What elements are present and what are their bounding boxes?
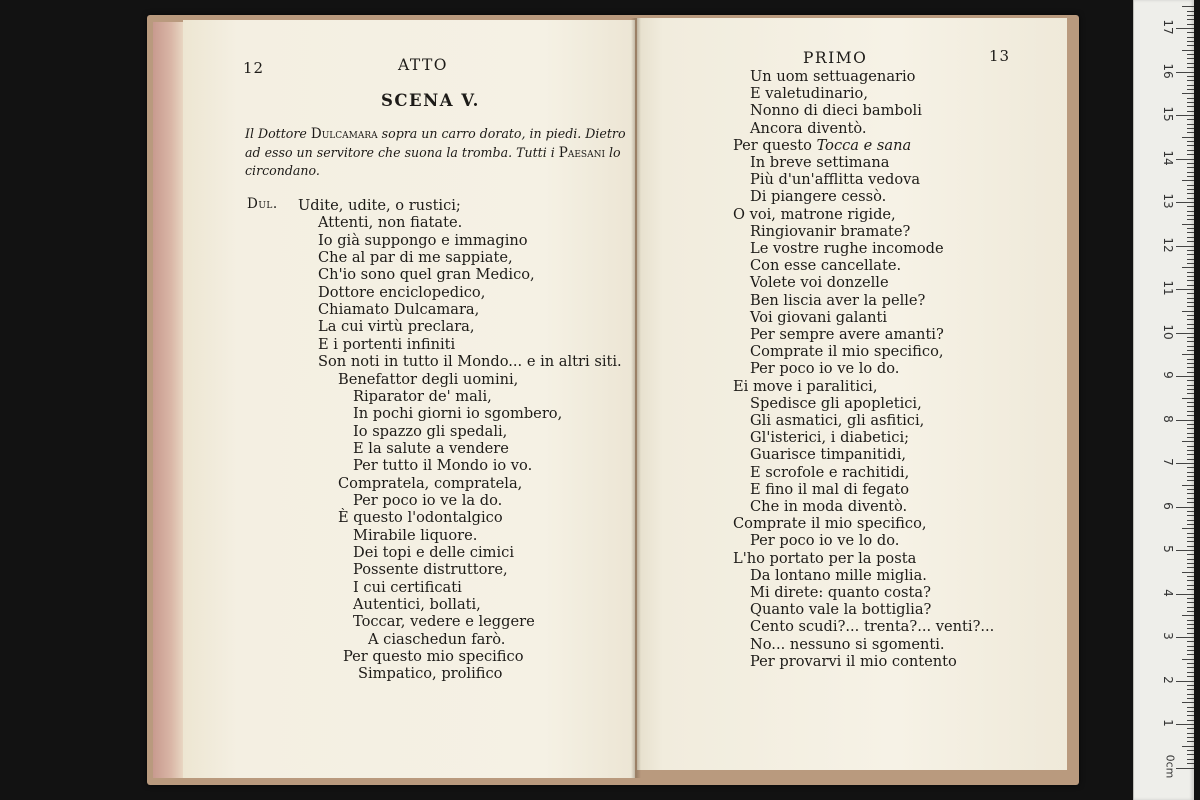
verse-line: Per provarvi il mio contento xyxy=(750,652,957,670)
character-name: Dulcamara xyxy=(310,126,378,142)
ruler-tick xyxy=(1187,11,1194,12)
ruler-tick xyxy=(1176,289,1194,290)
ruler-tick xyxy=(1187,480,1194,481)
ruler-tick xyxy=(1187,359,1194,360)
ruler-tick xyxy=(1187,711,1194,712)
verse-line: Riparator de' mali, xyxy=(353,387,492,405)
verse-line: Son noti in tutto il Mondo... e in altri siti. xyxy=(318,353,622,371)
ruler-tick xyxy=(1182,6,1194,7)
ruler-tick xyxy=(1187,520,1194,521)
verse-line: Gl'isterici, i diabetici; xyxy=(750,429,910,447)
verse-line: E valetudinario, xyxy=(750,85,868,103)
ruler-tick xyxy=(1187,715,1194,716)
ruler-tick xyxy=(1187,589,1194,590)
verse-line: Per tutto il Mondo io vo. xyxy=(353,457,533,475)
ruler-tick xyxy=(1187,524,1194,525)
ruler-tick xyxy=(1187,341,1194,342)
ruler-tick xyxy=(1187,541,1194,542)
ruler-tick xyxy=(1187,76,1194,77)
ruler-tick xyxy=(1187,759,1194,760)
verse-line: Io già suppongo e immagino xyxy=(318,231,528,249)
ruler-tick xyxy=(1187,106,1194,107)
ruler-tick xyxy=(1187,58,1194,59)
ruler-number: 16 xyxy=(1161,62,1175,79)
verse-line: Io spazzo gli spedali, xyxy=(353,422,508,440)
ruler-tick xyxy=(1176,376,1194,377)
ruler-tick xyxy=(1182,615,1194,616)
ruler-tick xyxy=(1187,189,1194,190)
ruler-tick xyxy=(1187,728,1194,729)
ruler-tick xyxy=(1187,698,1194,699)
ruler-tick xyxy=(1187,315,1194,316)
verse-line: Comprate il mio specifico, xyxy=(750,343,944,361)
ruler-tick xyxy=(1187,15,1194,16)
book-gutter xyxy=(631,18,641,778)
ruler-number: 1 xyxy=(1161,719,1175,727)
ruler-tick xyxy=(1182,137,1194,138)
ruler-tick xyxy=(1182,485,1194,486)
ruler-tick xyxy=(1182,224,1194,225)
ruler-tick xyxy=(1187,67,1194,68)
verse-line: Ringiovanir bramate? xyxy=(750,222,911,240)
ruler-number: 15 xyxy=(1161,106,1175,122)
ruler-tick xyxy=(1187,293,1194,294)
ruler-tick xyxy=(1182,572,1194,573)
ruler-tick xyxy=(1182,93,1194,94)
verse-line: È questo l'odontalgico xyxy=(338,509,503,527)
verse-line: Quanto vale la bottiglia? xyxy=(750,601,932,619)
ruler-number: 9 xyxy=(1161,371,1175,379)
ruler-tick xyxy=(1187,232,1194,233)
ruler-tick xyxy=(1187,350,1194,351)
ruler-tick xyxy=(1187,219,1194,220)
stage-direction-text: Il Dottore xyxy=(245,126,311,141)
ruler-number: 7 xyxy=(1161,458,1175,466)
ruler-tick xyxy=(1187,389,1194,390)
ruler-tick xyxy=(1187,37,1194,38)
ruler-tick xyxy=(1182,311,1194,312)
ruler-number: 6 xyxy=(1161,501,1175,510)
ruler-tick xyxy=(1187,641,1194,642)
ruler-tick xyxy=(1176,637,1194,638)
ruler-tick xyxy=(1187,437,1194,438)
ruler-tick xyxy=(1176,420,1194,421)
ruler-tick xyxy=(1187,511,1194,512)
ruler-tick xyxy=(1187,280,1194,281)
ruler-tick xyxy=(1187,406,1194,407)
ruler-tick xyxy=(1187,54,1194,55)
ruler-number: 11 xyxy=(1161,280,1175,296)
verse-line: Gli asmatici, gli asfitici, xyxy=(750,412,925,429)
verse-line: In breve settimana xyxy=(750,154,890,171)
ruler-tick xyxy=(1187,363,1194,364)
ruler-number: 13 xyxy=(1161,193,1175,209)
verse-line: Comprate il mio specifico, xyxy=(733,515,927,533)
ruler-tick xyxy=(1187,624,1194,625)
ruler-tick xyxy=(1187,250,1194,251)
ruler-tick xyxy=(1187,324,1194,325)
verse-line: Chiamato Dulcamara, xyxy=(318,301,480,319)
remedy-name: Tocca e sana xyxy=(816,136,912,154)
verse-line: Per sempre avere amanti? xyxy=(750,326,944,343)
ruler-tick xyxy=(1187,650,1194,651)
ruler-tick xyxy=(1187,150,1194,151)
verse-line: E fino il mal di fegato xyxy=(750,480,910,498)
ruler-tick xyxy=(1187,272,1194,273)
ruler-tick xyxy=(1182,702,1194,703)
verse-line: E la salute a vendere xyxy=(353,439,509,457)
ruler-tick xyxy=(1187,176,1194,177)
ruler-tick xyxy=(1187,454,1194,455)
verse-line: Per questo mio specifico xyxy=(343,648,524,666)
ruler-tick xyxy=(1187,237,1194,238)
ruler-tick xyxy=(1187,285,1194,286)
ruler-tick xyxy=(1187,428,1194,429)
verse-line: Con esse cancellate. xyxy=(750,257,902,275)
ruler-tick xyxy=(1187,328,1194,329)
verse-line: Volete voi donzelle xyxy=(750,274,889,292)
ruler-tick xyxy=(1187,580,1194,581)
ruler-tick xyxy=(1182,659,1194,660)
verse-line: La cui virtù preclara, xyxy=(318,318,475,336)
ruler-tick xyxy=(1187,750,1194,751)
book-page-edges xyxy=(153,22,183,778)
ruler-tick xyxy=(1187,119,1194,120)
ruler-tick xyxy=(1187,263,1194,264)
ruler-tick xyxy=(1187,80,1194,81)
ruler-tick xyxy=(1187,498,1194,499)
verse-line: Guarisce timpanitidi, xyxy=(750,446,906,464)
verse-line: Udite, udite, o rustici; xyxy=(298,197,461,214)
stage-direction-text: sopra un carro dorato, in piedi. Dietro xyxy=(377,126,626,141)
ruler-tick xyxy=(1187,602,1194,603)
verse-line: Per poco io ve lo do. xyxy=(750,532,900,550)
verse-line: A ciaschedun farò. xyxy=(368,630,506,648)
verse-line: E scrofole e rachitidi, xyxy=(750,463,910,481)
verse-line: Ancora diventò. xyxy=(750,119,867,137)
stage-direction-line-3: circondano. xyxy=(245,163,320,178)
ruler-tick xyxy=(1187,415,1194,416)
ruler-tick xyxy=(1187,206,1194,207)
verse-line: Un uom settuagenario xyxy=(750,68,916,85)
ruler-tick xyxy=(1187,228,1194,229)
ruler-tick xyxy=(1187,533,1194,534)
ruler-tick xyxy=(1176,463,1194,464)
ruler-tick xyxy=(1187,676,1194,677)
ruler-number: 5 xyxy=(1161,545,1175,553)
ruler-tick xyxy=(1187,24,1194,25)
ruler-tick xyxy=(1187,380,1194,381)
ruler-tick xyxy=(1187,741,1194,742)
verse-line: Mirabile liquore. xyxy=(353,526,478,544)
ruler-tick xyxy=(1176,72,1194,73)
verse-line: No... nessuno si sgomenti. xyxy=(750,635,945,653)
ruler-tick xyxy=(1187,32,1194,33)
ruler-tick xyxy=(1187,276,1194,277)
ruler-tick xyxy=(1176,202,1194,203)
ruler-tick xyxy=(1187,733,1194,734)
ruler-tick xyxy=(1187,563,1194,564)
right-running-head: PRIMO xyxy=(803,49,868,67)
ruler-tick xyxy=(1187,598,1194,599)
verse-line: Da lontano mille miglia. xyxy=(750,566,927,584)
verse-line: L'ho portato per la posta xyxy=(733,549,917,567)
ruler-tick xyxy=(1187,63,1194,64)
ruler-tick xyxy=(1187,672,1194,673)
ruler-number: 10 xyxy=(1161,323,1175,340)
ruler-tick xyxy=(1187,302,1194,303)
verse-line: In pochi giorni io sgombero, xyxy=(353,405,563,423)
left-running-head: ATTO xyxy=(398,56,449,74)
ruler-tick xyxy=(1187,172,1194,173)
ruler-tick xyxy=(1187,620,1194,621)
speaker-label: Dul. xyxy=(247,196,278,212)
ruler-tick xyxy=(1176,681,1194,682)
verse-line: Attenti, non fiatate. xyxy=(318,214,463,232)
verse-line: Nonno di dieci bamboli xyxy=(750,102,922,120)
ruler-tick xyxy=(1187,337,1194,338)
verse-line: Cento scudi?... trenta?... venti?... xyxy=(750,618,995,636)
ruler-tick xyxy=(1176,115,1194,116)
ruler-tick xyxy=(1187,19,1194,20)
ruler-number: 3 xyxy=(1161,632,1175,640)
stage-direction-text: ad esso un servitore che suona la tromba. Tutti i xyxy=(245,145,559,160)
verse-line: Possente distruttore, xyxy=(353,561,508,579)
ruler-tick xyxy=(1176,246,1194,247)
ruler-number: 17 xyxy=(1161,19,1175,35)
ruler-tick xyxy=(1187,585,1194,586)
measuring-ruler xyxy=(1133,0,1194,800)
ruler-tick xyxy=(1187,633,1194,634)
verse-line: I cui certificati xyxy=(353,578,462,596)
verse-line: Simpatico, prolifico xyxy=(358,665,503,683)
verse-line: Dei topi e delle cimici xyxy=(353,544,514,561)
ruler-tick xyxy=(1187,493,1194,494)
ruler-tick xyxy=(1187,319,1194,320)
ruler-tick xyxy=(1187,667,1194,668)
ruler-tick xyxy=(1187,141,1194,142)
stage-direction-line-2 xyxy=(245,144,621,162)
ruler-tick xyxy=(1187,393,1194,394)
ruler-tick xyxy=(1187,537,1194,538)
ruler-tick xyxy=(1187,685,1194,686)
ruler-tick xyxy=(1187,367,1194,368)
verse-line: Più d'un'afflitta vedova xyxy=(750,171,921,189)
verse-text: Per questo xyxy=(733,136,817,154)
ruler-tick xyxy=(1187,259,1194,260)
verse-line: Benefattor degli uomini, xyxy=(338,370,519,388)
ruler-tick xyxy=(1176,594,1194,595)
ruler-tick xyxy=(1187,372,1194,373)
ruler-tick xyxy=(1187,611,1194,612)
verse-line: Voi giovani galanti xyxy=(750,308,888,326)
ruler-tick xyxy=(1187,41,1194,42)
ruler-tick xyxy=(1187,98,1194,99)
ruler-tick xyxy=(1176,333,1194,334)
ruler-tick xyxy=(1187,111,1194,112)
ruler-tick xyxy=(1187,763,1194,764)
ruler-tick xyxy=(1187,694,1194,695)
ruler-tick xyxy=(1182,746,1194,747)
verse-line: Per poco io ve la do. xyxy=(353,491,503,509)
ruler-tick xyxy=(1182,267,1194,268)
ruler-tick xyxy=(1187,489,1194,490)
ruler-tick xyxy=(1182,528,1194,529)
ruler-tick xyxy=(1187,215,1194,216)
stage-direction-text: lo xyxy=(605,145,621,160)
verse-line: Spedisce gli apopletici, xyxy=(750,394,922,412)
ruler-tick xyxy=(1187,654,1194,655)
ruler-tick xyxy=(1187,124,1194,125)
verse-line: Compratela, compratela, xyxy=(338,474,523,492)
ruler-tick xyxy=(1187,646,1194,647)
ruler-number: 2 xyxy=(1161,675,1175,684)
ruler-tick xyxy=(1187,402,1194,403)
ruler-tick xyxy=(1187,45,1194,46)
ruler-tick xyxy=(1176,507,1194,508)
ruler-tick xyxy=(1187,128,1194,129)
ruler-tick xyxy=(1187,607,1194,608)
ruler-tick xyxy=(1187,546,1194,547)
ruler-tick xyxy=(1182,50,1194,51)
ruler-tick xyxy=(1187,476,1194,477)
ruler-tick xyxy=(1187,102,1194,103)
ruler-tick xyxy=(1187,754,1194,755)
ruler-tick xyxy=(1176,768,1194,769)
ruler-tick xyxy=(1182,441,1194,442)
ruler-tick xyxy=(1176,550,1194,551)
ruler-tick xyxy=(1187,450,1194,451)
ruler-tick xyxy=(1187,132,1194,133)
verse-line: Dottore enciclopedico, xyxy=(318,283,486,301)
ruler-number: 14 xyxy=(1161,149,1175,166)
ruler-number: 8 xyxy=(1161,414,1175,423)
ruler-tick xyxy=(1187,424,1194,425)
verse-line: O voi, matrone rigide, xyxy=(733,205,896,223)
ruler-tick xyxy=(1187,167,1194,168)
ruler-number: 12 xyxy=(1161,236,1175,253)
verse-line: Toccar, vedere e leggere xyxy=(353,613,535,631)
ruler-tick xyxy=(1187,459,1194,460)
ruler-tick xyxy=(1187,198,1194,199)
ruler-tick xyxy=(1176,724,1194,725)
ruler-tick xyxy=(1187,254,1194,255)
ruler-tick xyxy=(1187,554,1194,555)
verse-line: Le vostre rughe incomode xyxy=(750,240,944,257)
ruler-tick xyxy=(1187,193,1194,194)
ruler-tick xyxy=(1187,663,1194,664)
scene-heading: SCENA V. xyxy=(381,91,480,110)
ruler-tick xyxy=(1187,515,1194,516)
ruler-tick xyxy=(1187,185,1194,186)
ruler-tick xyxy=(1187,211,1194,212)
ruler-tick xyxy=(1187,433,1194,434)
verse-line: Mi direte: quanto costa? xyxy=(750,584,931,601)
ruler-tick xyxy=(1187,502,1194,503)
ruler-tick xyxy=(1182,180,1194,181)
verse-line: Ben liscia aver la pelle? xyxy=(750,291,926,309)
ruler-tick xyxy=(1187,306,1194,307)
ruler-tick xyxy=(1187,163,1194,164)
stage-direction-line-1 xyxy=(245,125,626,143)
ruler-tick xyxy=(1182,398,1194,399)
ruler-tick xyxy=(1187,689,1194,690)
ruler-tick xyxy=(1187,567,1194,568)
ruler-tick xyxy=(1187,241,1194,242)
ruler-tick xyxy=(1187,707,1194,708)
ruler-tick xyxy=(1187,467,1194,468)
left-page xyxy=(183,20,635,778)
ruler-tick xyxy=(1187,89,1194,90)
ruler-tick xyxy=(1187,446,1194,447)
right-page-number: 13 xyxy=(989,47,1011,65)
ruler-tick xyxy=(1187,737,1194,738)
ruler-tick xyxy=(1187,628,1194,629)
ruler-tick xyxy=(1187,576,1194,577)
ruler-number: 4 xyxy=(1161,588,1175,597)
left-page-number: 12 xyxy=(243,59,265,77)
ruler-tick xyxy=(1187,472,1194,473)
verse-line: Autentici, bollati, xyxy=(353,596,481,614)
verse-line: Che al par di me sappiate, xyxy=(318,249,513,267)
ruler-tick xyxy=(1187,298,1194,299)
verse-line: Di piangere cessò. xyxy=(750,188,887,206)
ruler-tick xyxy=(1176,28,1194,29)
ruler-unit-label: 0cm xyxy=(1163,754,1177,779)
ruler-tick xyxy=(1187,559,1194,560)
verse-line: Che in moda diventò. xyxy=(750,498,908,515)
ruler-tick xyxy=(1182,354,1194,355)
character-name: Paesani xyxy=(558,145,606,161)
verse-line xyxy=(733,137,911,154)
ruler-tick xyxy=(1187,720,1194,721)
verse-line: Ei move i paralitici, xyxy=(733,377,878,395)
ruler-tick xyxy=(1176,159,1194,160)
right-page xyxy=(637,18,1067,770)
ruler-tick xyxy=(1187,145,1194,146)
verse-line: Ch'io sono quel gran Medico, xyxy=(318,266,535,284)
ruler-tick xyxy=(1187,411,1194,412)
ruler-tick xyxy=(1187,346,1194,347)
ruler-tick xyxy=(1187,385,1194,386)
verse-line: E i portenti infiniti xyxy=(318,335,456,353)
ruler-tick xyxy=(1187,85,1194,86)
verse-line: Per poco io ve lo do. xyxy=(750,360,900,378)
ruler-tick xyxy=(1187,154,1194,155)
